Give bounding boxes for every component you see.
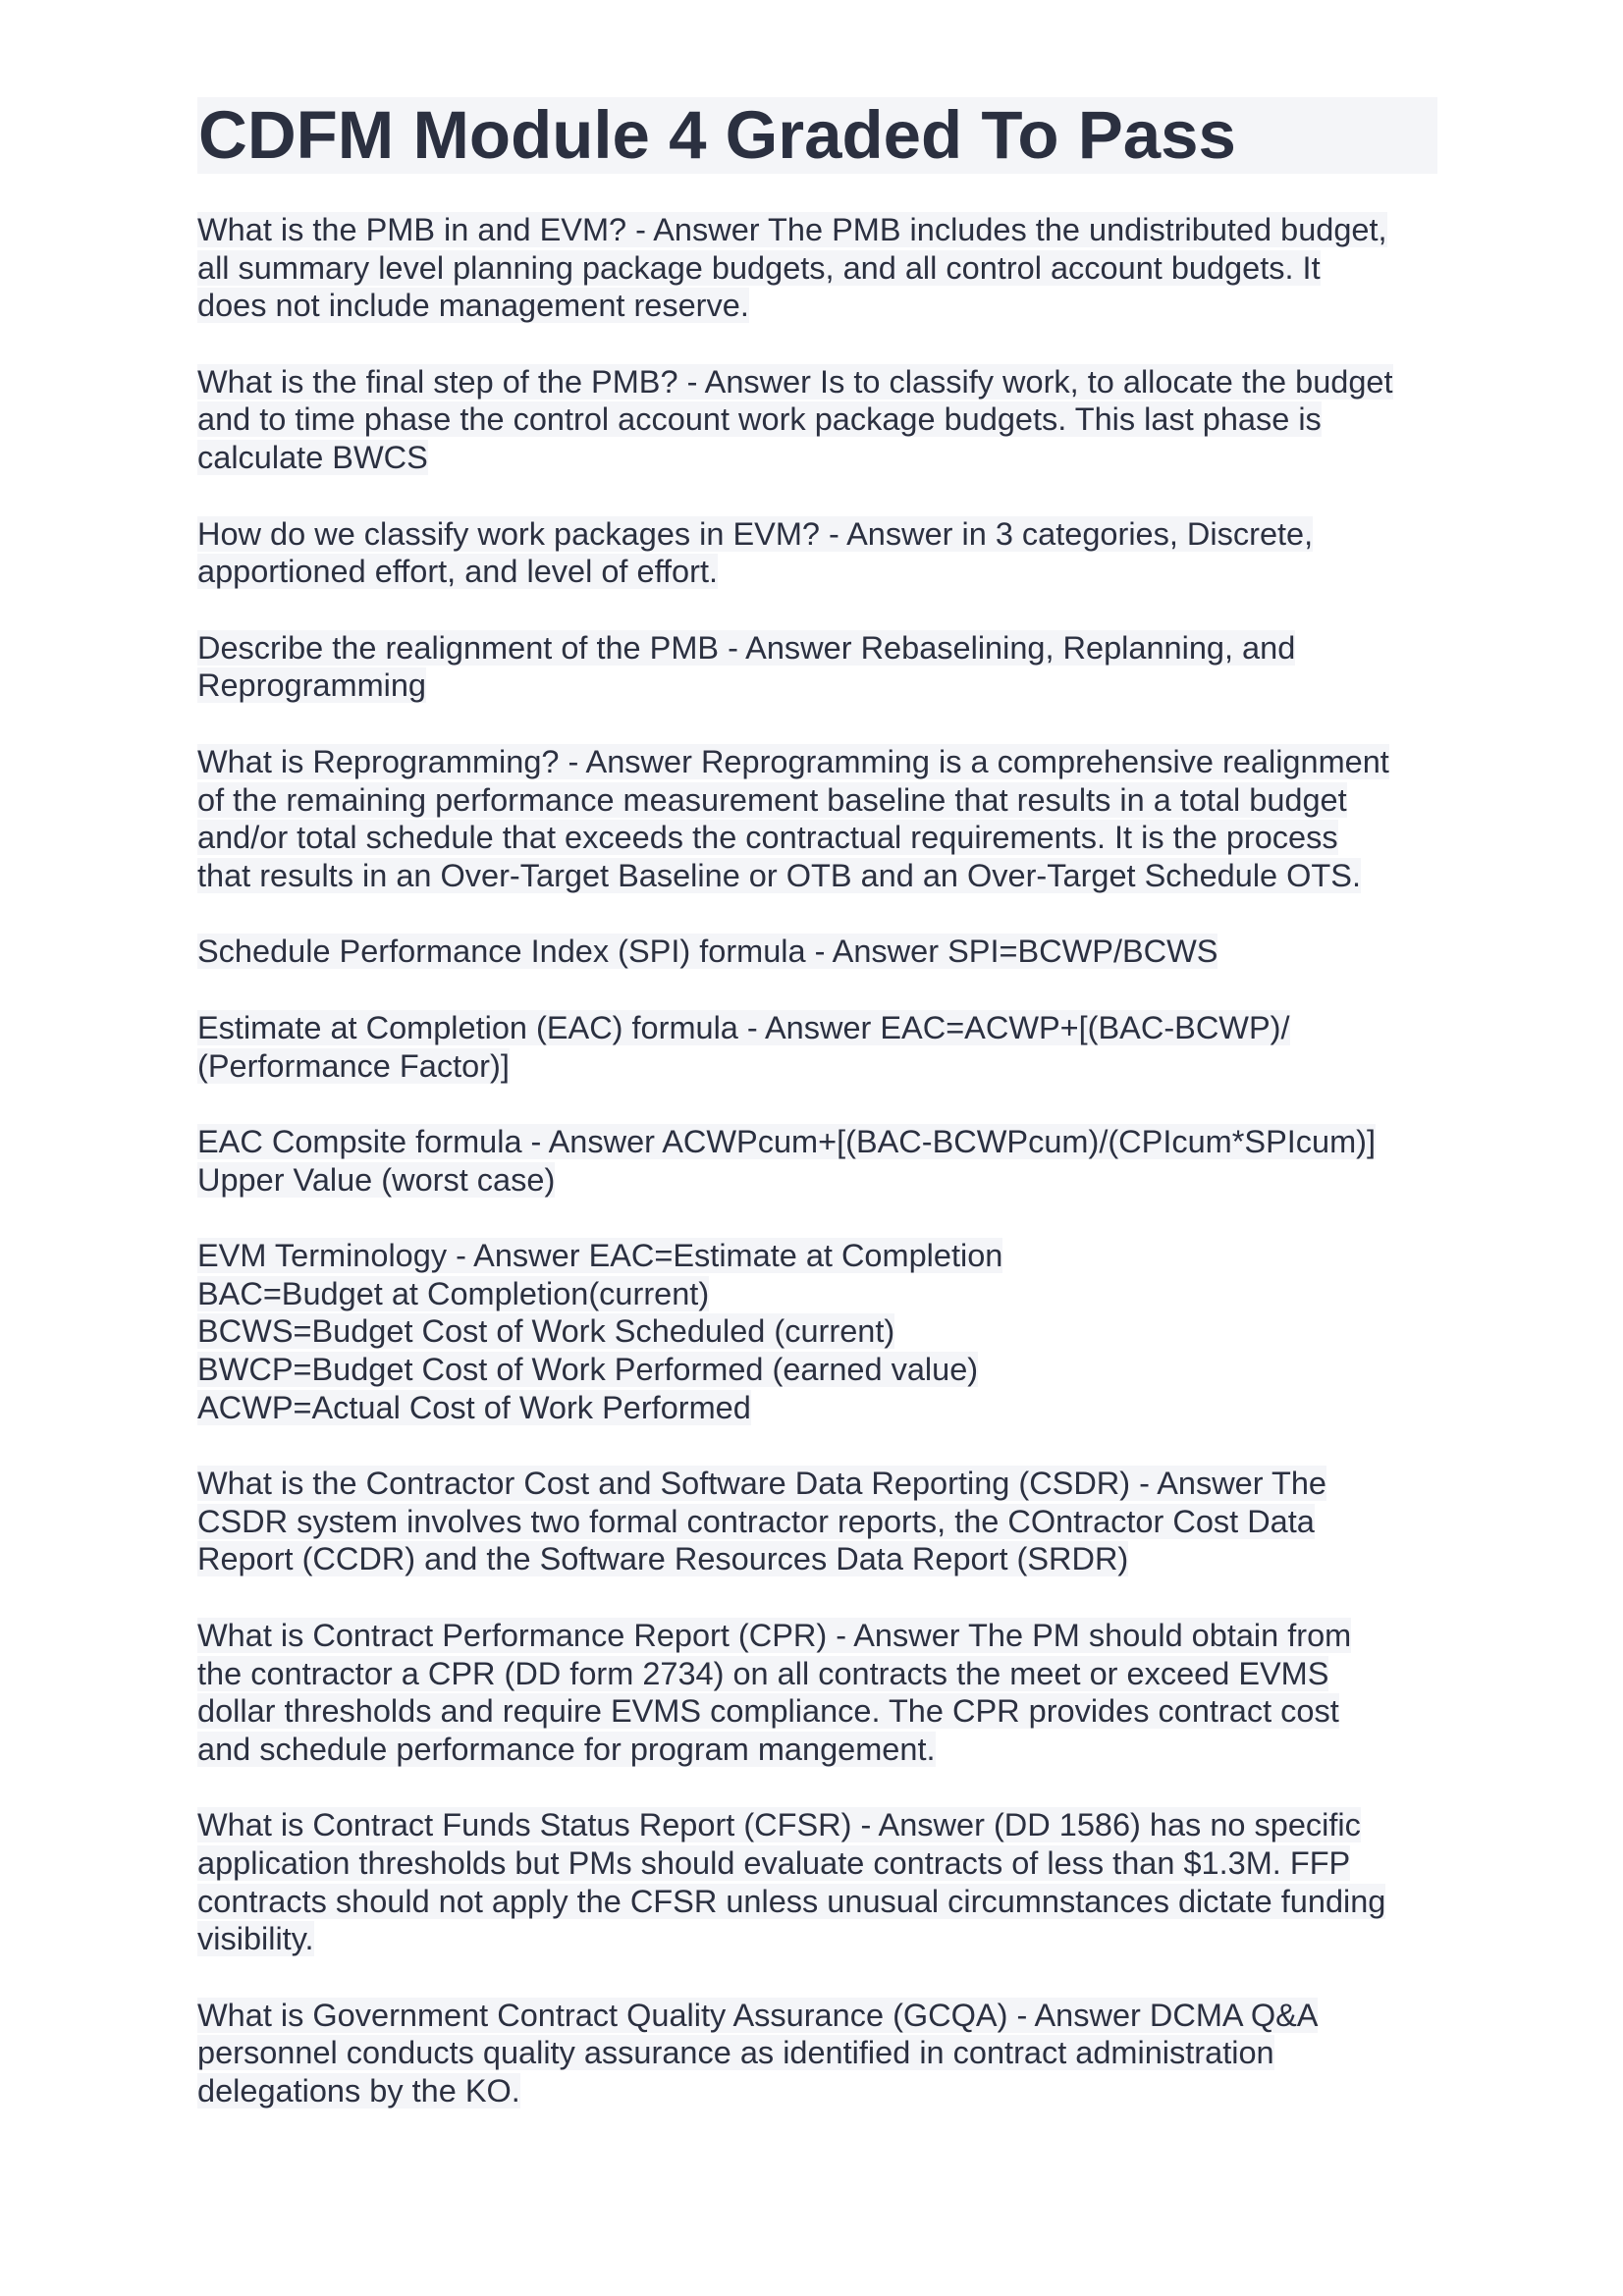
text-line: EVM Terminology - Answer EAC=Estimate at Completion — [197, 1238, 1003, 1274]
qa-entry-final-step — [197, 363, 1436, 477]
text-line: does not include management reserve. — [197, 288, 749, 324]
text-line: How do we classify work packages in EVM? - Answer in 3 categories, Discrete, — [197, 515, 1314, 552]
text-line: contracts should not apply the CFSR unless unusual circumnstances dictate funding — [197, 1883, 1386, 1919]
text-line: calculate BWCS — [197, 439, 428, 475]
qa-entry-spi — [197, 933, 1436, 971]
text-line: and/or total schedule that exceeds the contractual requirements. It is the process — [197, 820, 1338, 856]
qa-entry-gcqa — [197, 1997, 1436, 2110]
text-line: CSDR system involves two formal contractor reports, the COntractor Cost Data — [197, 1503, 1315, 1539]
qa-entry-csdr — [197, 1465, 1436, 1578]
qa-list — [197, 211, 1436, 2110]
qa-entry-eac — [197, 1009, 1436, 1085]
text-line: (Performance Factor)] — [197, 1047, 510, 1084]
text-line: apportioned effort, and level of effort. — [197, 554, 718, 590]
qa-entry-reprogramming — [197, 743, 1436, 894]
text-line: ACWP=Actual Cost of Work Performed — [197, 1389, 751, 1425]
qa-entry-cfsr — [197, 1806, 1436, 1957]
text-line: the contractor a CPR (DD form 2734) on all contracts the meet or exceed EVMS — [197, 1655, 1329, 1691]
text-line: BAC=Budget at Completion(current) — [197, 1275, 710, 1311]
text-line: delegations by the KO. — [197, 2072, 520, 2109]
text-line: dollar thresholds and require EVMS compliance. The CPR provides contract cost — [197, 1693, 1339, 1730]
text-line: Upper Value (worst case) — [197, 1161, 556, 1198]
qa-entry-eac-composite — [197, 1123, 1436, 1199]
text-line: What is Reprogramming? - Answer Reprogramming is a comprehensive realignment — [197, 743, 1389, 779]
text-line: What is the PMB in and EVM? - Answer The PMB includes the undistributed budget, — [197, 212, 1387, 247]
qa-entry-realignment — [197, 629, 1436, 705]
qa-entry-classify — [197, 515, 1436, 591]
text-line: EAC Compsite formula - Answer ACWPcum+[(BAC-BCWPcum)/(CPIcum*SPIcum)] — [197, 1124, 1377, 1160]
text-line: visibility. — [197, 1921, 314, 1957]
text-line: What is Government Contract Quality Assurance (GCQA) - Answer DCMA Q&A — [197, 1997, 1319, 2033]
text-line: BCWS=Budget Cost of Work Scheduled (current) — [197, 1313, 895, 1350]
text-line: What is the Contractor Cost and Software Data Reporting (CSDR) - Answer The — [197, 1466, 1327, 1502]
text-line: Reprogramming — [197, 667, 427, 704]
page-title: CDFM Module 4 Graded To Pass — [197, 97, 1437, 174]
text-line: and to time phase the control account work package budgets. This last phase is — [197, 401, 1322, 438]
text-line: What is Contract Funds Status Report (CFSR) - Answer (DD 1586) has no specific — [197, 1807, 1361, 1843]
text-line: of the remaining performance measurement baseline that results in a total budget — [197, 781, 1347, 818]
document-page — [197, 97, 1436, 2149]
text-line: What is Contract Performance Report (CPR) - Answer The PM should obtain from — [197, 1618, 1352, 1654]
text-line: personnel conducts quality assurance as identified in contract administration — [197, 2035, 1274, 2071]
text-line: Describe the realignment of the PMB - Answer Rebaselining, Replanning, and — [197, 629, 1296, 666]
text-line: What is the final step of the PMB? - Answer Is to classify work, to allocate the budget — [197, 363, 1393, 400]
text-line: application thresholds but PMs should evaluate contracts of less than $1.3M. FFP — [197, 1845, 1351, 1881]
text-line: Report (CCDR) and the Software Resources Data Report (SRDR) — [197, 1541, 1129, 1577]
text-line: BWCP=Budget Cost of Work Performed (earned value) — [197, 1352, 979, 1388]
qa-entry-pmb — [197, 211, 1436, 325]
text-line: Schedule Performance Index (SPI) formula - Answer SPI=BCWP/BCWS — [197, 934, 1218, 970]
text-line: Estimate at Completion (EAC) formula - Answer EAC=ACWP+[(BAC-BCWP)/ — [197, 1009, 1290, 1045]
text-line: all summary level planning package budgets, and all control account budgets. It — [197, 249, 1321, 286]
qa-entry-evm-terminology — [197, 1237, 1436, 1426]
qa-entry-cpr — [197, 1617, 1436, 1768]
text-line: that results in an Over-Target Baseline or OTB and an Over-Target Schedule OTS. — [197, 857, 1361, 893]
text-line: and schedule performance for program mangement. — [197, 1731, 936, 1767]
